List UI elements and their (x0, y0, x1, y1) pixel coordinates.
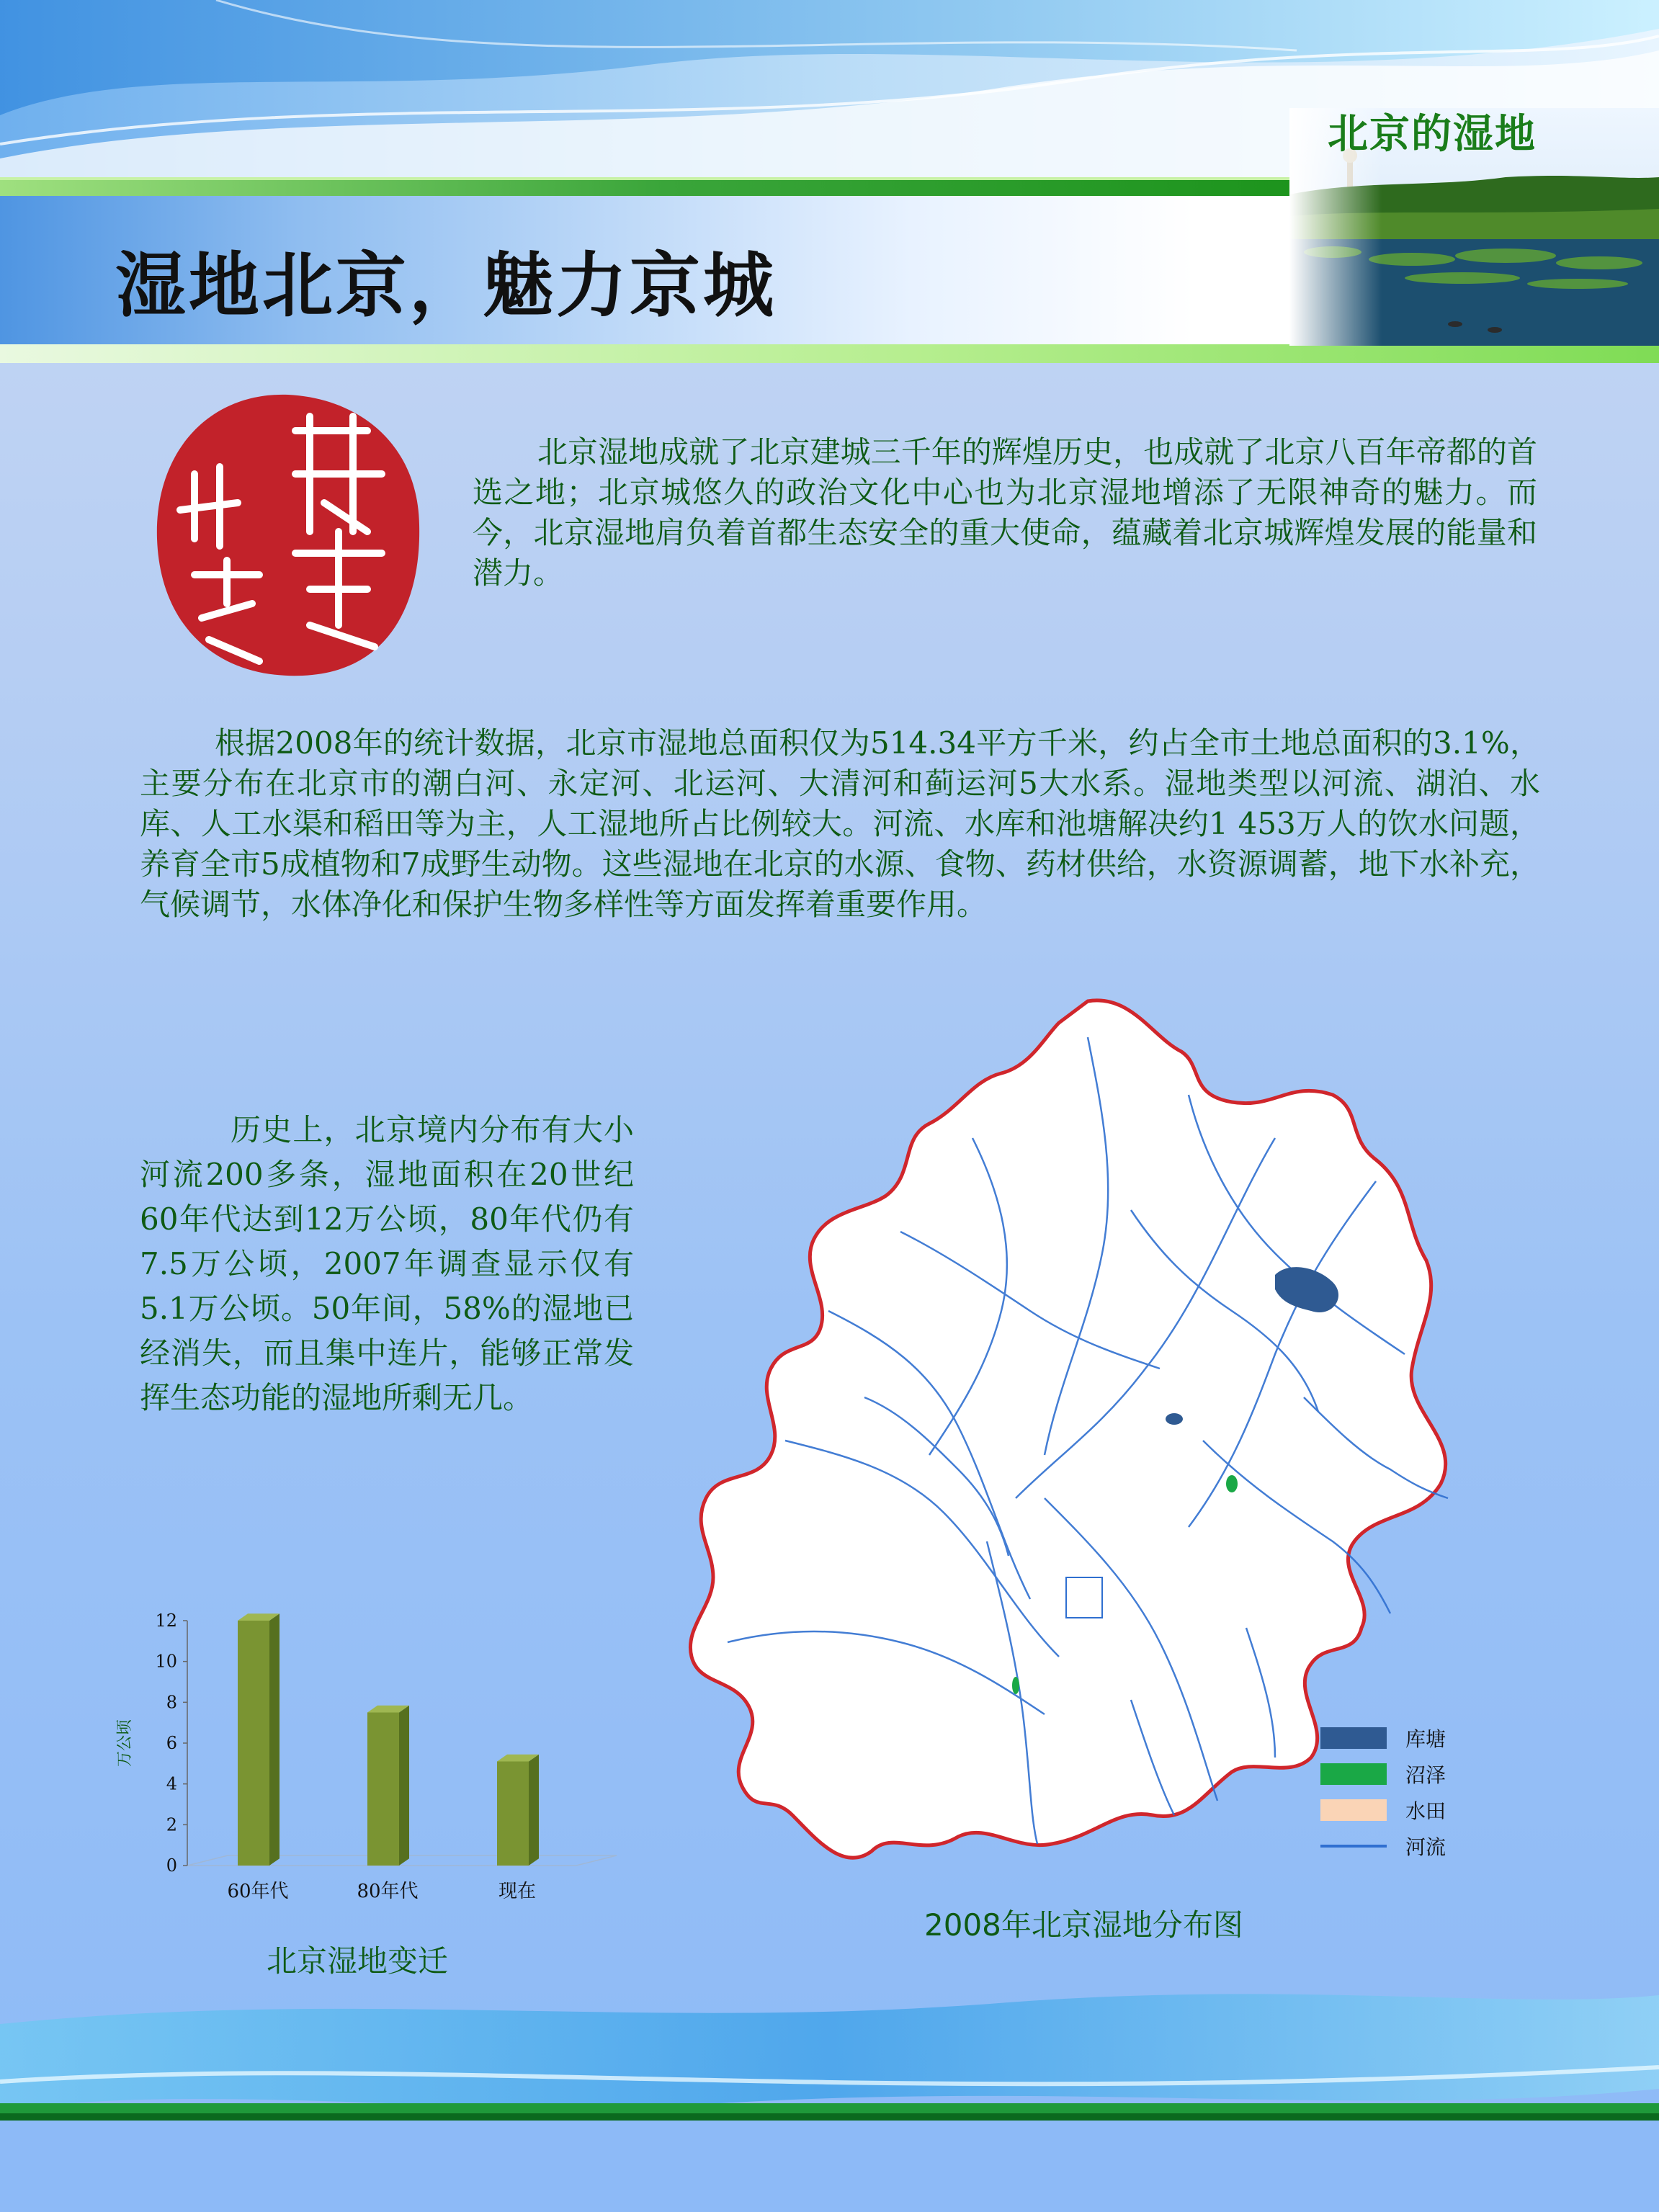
brand-label: 北京的湿地 (1328, 111, 1537, 158)
legend-label: 库塘 (1405, 1727, 1446, 1751)
title-divider (0, 344, 1659, 363)
y-tick-label: 6 (166, 1733, 177, 1753)
intro-paragraph: 北京湿地成就了北京建城三千年的辉煌历史，也成就了北京八百年帝都的首选之地；北京城悠久的政治文化中心也为北京湿地增添了无限神奇的魅力。而今，北京湿地肩负着首都生态安全的重大使命，蕴藏着北京城辉煌发展的能量和潜力。 (473, 434, 1537, 591)
chart-bar (497, 1755, 539, 1866)
marsh-patch-2 (1012, 1677, 1019, 1694)
bar-side (529, 1755, 539, 1866)
y-tick-label: 12 (155, 1611, 177, 1631)
bar-side (399, 1706, 409, 1866)
x-tick-label: 现在 (498, 1881, 537, 1902)
x-tick-label: 60年代 (227, 1881, 289, 1902)
legend-swatch (1320, 1799, 1387, 1821)
map-legend (1320, 1720, 1446, 1864)
legend-item (1320, 1792, 1446, 1828)
chart-labels (116, 1611, 536, 1902)
bar-front (497, 1762, 529, 1866)
legend-label: 河流 (1405, 1835, 1446, 1859)
legend-label: 沼泽 (1405, 1763, 1446, 1787)
legend-swatch (1320, 1763, 1387, 1785)
chart-bar (238, 1613, 280, 1866)
seal-logo (151, 388, 425, 683)
y-tick-label: 4 (166, 1773, 177, 1794)
x-tick-label: 80年代 (357, 1881, 419, 1902)
legend-item (1320, 1828, 1446, 1864)
legend-label: 水田 (1405, 1799, 1446, 1823)
chart-title: 北京湿地变迁 (267, 1943, 449, 1979)
y-tick-label: 2 (166, 1814, 177, 1835)
bar-front (367, 1713, 399, 1866)
marsh-patch (1226, 1475, 1238, 1492)
legend-item (1320, 1720, 1446, 1756)
map-title: 2008年北京湿地分布图 (924, 1907, 1243, 1943)
bar-front (238, 1621, 269, 1866)
wetland-area-bar-chart (108, 1563, 684, 1923)
bar-side (269, 1613, 280, 1866)
legend-swatch (1320, 1845, 1387, 1848)
y-tick-label: 10 (155, 1651, 177, 1672)
page-title: 湿地北京，魅力京城 (115, 245, 777, 327)
bottom-banner-wave (0, 1974, 1659, 2212)
reservoir-small (1166, 1413, 1183, 1425)
chart-bar (367, 1706, 409, 1866)
y-tick-label: 0 (166, 1855, 177, 1876)
legend-item (1320, 1756, 1446, 1792)
y-tick-label: 8 (166, 1692, 177, 1713)
y-axis-label: 万公顷 (116, 1719, 134, 1768)
stats-paragraph: 根据2008年的统计数据，北京市湿地总面积仅为514.34平方千米，约占全市土地总面积的3.1%，主要分布在北京市的潮白河、永定河、北运河、大清河和蓟运河5大水系。湿地类型以河流、湖泊、水库、人工水渠和稻田等为主，人工湿地所占比例较大。河流、水库和池塘解决约1 453万人的饮水问题，养育全市5成植物和7成野生动物。这些湿地在北京的水源、食物、药材供给，水资源调蓄，地下水补充，气候调节，水体净化和保护生物多样性等方面发挥着重要作用。 (140, 725, 1540, 922)
history-paragraph: 历史上，北京境内分布有大小河流200多条，湿地面积在20世纪60年代达到12万公顷，80年代仍有7.5万公顷，2007年调查显示仅有5.1万公顷。50年间，58%的湿地已经消失，而且集中连片，能够正常发挥生态功能的湿地所剩无几。 (140, 1112, 634, 1415)
legend-swatch (1320, 1727, 1387, 1749)
chart-bars (238, 1613, 539, 1866)
